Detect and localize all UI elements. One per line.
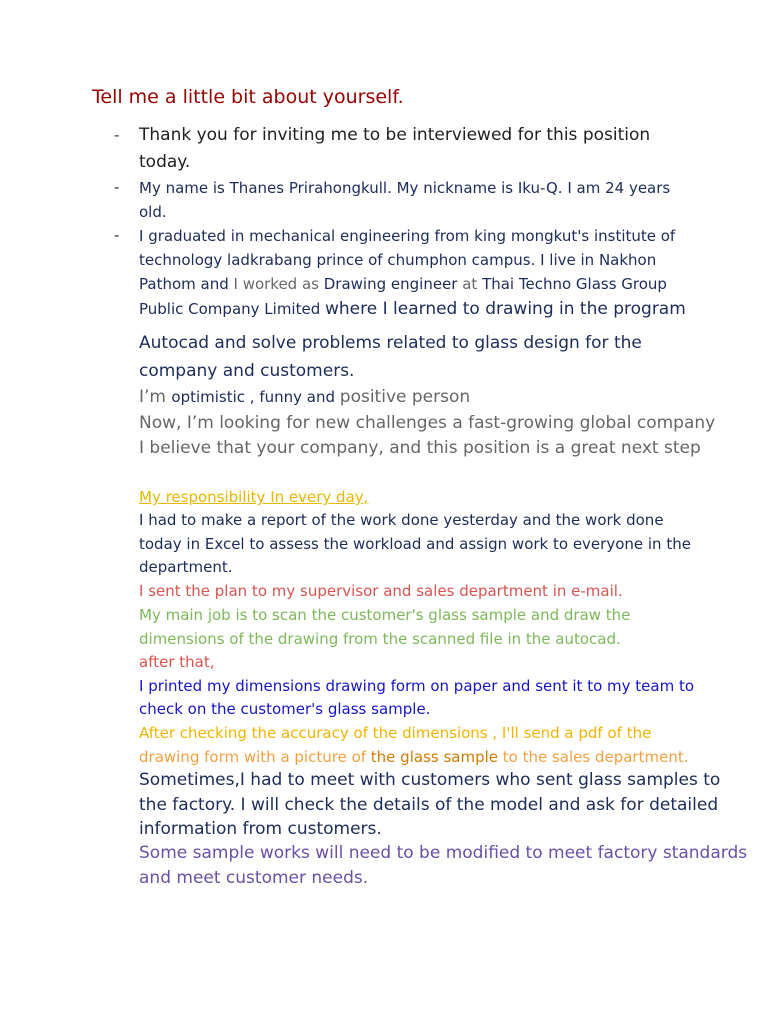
text-segment: I worked as: [233, 275, 324, 293]
modify-line1: Some sample works will need to be modified to meet factory standards: [139, 843, 748, 863]
report-line1: I had to make a report of the work done yesterday and the work done: [139, 511, 664, 529]
bullet3-line4: [139, 299, 686, 319]
bullet1-line1: Thank you for inviting me to be interviewed for this position: [139, 125, 651, 145]
plan-line: I sent the plan to my supervisor and sales department in e-mail.: [139, 582, 623, 600]
text-segment: Pathom and: [139, 275, 234, 293]
scan-line2: dimensions of the drawing from the scanned file in the autocad.: [139, 630, 621, 648]
meet-line3: information from customers.: [139, 819, 382, 839]
bullet2-line2: old.: [139, 203, 167, 221]
bullet2-line1: My name is Thanes Prirahongkull. My nickname is Iku-Q. I am 24 years: [139, 179, 671, 197]
text-segment: Public Company Limited: [139, 300, 325, 318]
bullet-dash: -: [114, 226, 120, 244]
printed-line1: I printed my dimensions drawing form on paper and sent it to my team to: [139, 677, 695, 695]
checking-line1: After checking the accuracy of the dimensions , I'll send a pdf of the: [139, 724, 652, 742]
text-segment: positive person: [339, 387, 471, 407]
challenges-line: Now, I’m looking for new challenges a fast-growing global company: [139, 413, 716, 433]
text-segment: I’m: [139, 387, 172, 407]
text-segment: drawing form with a picture of: [139, 748, 371, 766]
checking-line2: [139, 747, 688, 767]
question-heading: Tell me a little bit about yourself.: [92, 86, 404, 108]
company-line: company and customers.: [139, 361, 355, 381]
printed-line2: check on the customer's glass sample.: [139, 700, 431, 718]
next-step-line: I believe that your company, and this position is a great next step: [139, 438, 701, 458]
bullet3-line2: technology ladkrabang prince of chumphon campus. I live in Nakhon: [139, 251, 657, 269]
autocad-line: Autocad and solve problems related to glass design for the: [139, 333, 642, 353]
bullet3-line1: I graduated in mechanical engineering from king mongkut's institute of: [139, 227, 676, 245]
text-segment: the glass sample: [370, 748, 498, 766]
bullet-dash: -: [114, 178, 120, 196]
text-segment: Thai Techno Glass Group: [482, 275, 667, 293]
text-segment: to the sales department.: [498, 748, 689, 766]
report-line2: today in Excel to assess the workload and assign work to everyone in the: [139, 535, 691, 553]
after-line: after that,: [139, 653, 215, 671]
text-segment: Drawing engineer: [323, 275, 463, 293]
optimistic-line: [139, 387, 470, 407]
modify-line2: and meet customer needs.: [139, 868, 369, 888]
report-line3: department.: [139, 558, 233, 576]
bullet-dash: -: [114, 126, 120, 144]
responsibility-title: My responsibility In every day,: [139, 488, 369, 506]
scan-line1: My main job is to scan the customer's glass sample and draw the: [139, 606, 631, 624]
text-segment: optimistic , funny and: [171, 388, 340, 406]
meet-line2: the factory. I will check the details of the model and ask for detailed: [139, 795, 719, 815]
text-segment: at: [462, 275, 483, 293]
text-segment: where I learned to drawing in the program: [325, 299, 686, 319]
bullet3-line3: [139, 274, 667, 294]
meet-line1: Sometimes,I had to meet with customers who sent glass samples to: [139, 770, 721, 790]
bullet1-line2: today.: [139, 152, 191, 172]
